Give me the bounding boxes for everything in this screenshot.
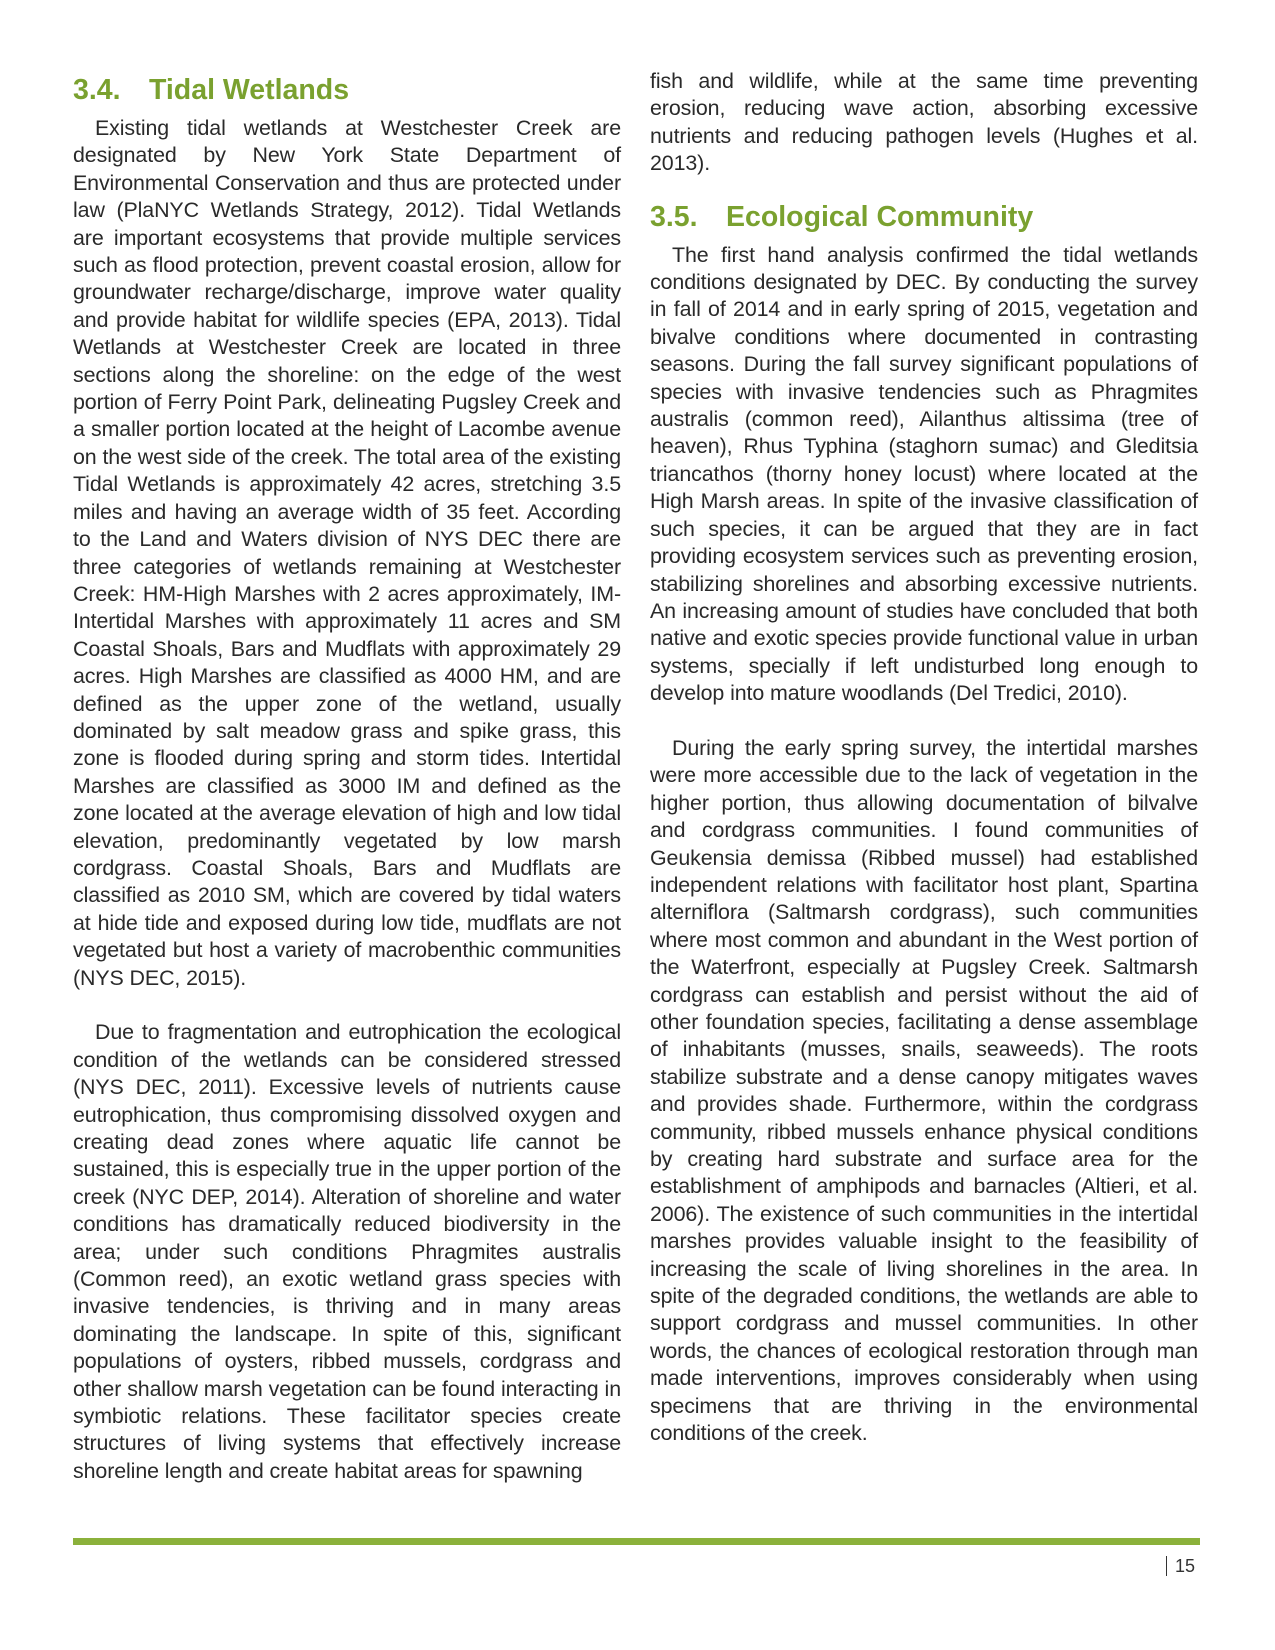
paragraph-tidal-3-continued: fish and wildlife, while at the same time preventing erosion, reducing wave action, absorbing excessive nutrients and reducing pathogen levels (Hughes et al. 2013).: [650, 69, 1198, 176]
page-number-divider: [1166, 1556, 1167, 1576]
paragraph-tidal-1: Existing tidal wetlands at Westchester Creek are designated by New York State Department of Environmental Conservation and thus are protected under law (PlaNYC Wetlands Strategy, 2012). Tidal Wetlands are important ecosystems that provide multiple services such as flood protection, prevent coastal erosion, allow for groundwater recharge/discharge, improve water quality and provide habitat for wildlife species (EPA, 2013). Tidal Wetlands at Westchester Creek are located in three sections along the shoreline: on the edge of the west portion of Ferry Point Park, delineating Pugsley Creek and a smaller portion located at the height of Lacombe avenue on the west side of the creek. The total area of the existing Tidal Wetlands is approximately 42 acres, stretching 3.5 miles and having an average width of 35 feet. According to the Land and Waters division of NYS DEC there are three categories of wetlands remaining at Westchester Creek: HM-High Marshes with 2 acres approximately, IM-Intertidal Marshes with approximately 11 acres and SM Coastal Shoals, Bars and Mudflats with approximately 29 acres. High Marshes are classified as 4000 HM, and are defined as the upper zone of the wetland, usually dominated by salt meadow grass and spike grass, this zone is flooded during spring and storm tides. Intertidal Marshes are classified as 3000 IM and defined as the zone located at the average elevation of high and low tidal elevation, predominantly vegetated by low marsh cordgrass. Coastal Shoals, Bars and Mudflats are classified as 2010 SM, which are covered by tidal waters at hide tide and exposed during low tide, mudflats are not vegetated but host a variety of macrobenthic communities (NYS DEC, 2015).: [73, 116, 621, 990]
section-heading-ecological-community: [650, 200, 1198, 234]
section-number: 3.4.: [73, 74, 121, 106]
page-number: [1166, 1555, 1195, 1577]
footer-rule: [73, 1538, 1200, 1545]
paragraph-ecological-1: The first hand analysis confirmed the tidal wetlands conditions designated by DEC. By conducting the survey in fall of 2014 and in early spring of 2015, vegetation and bivalve conditions where documented in contrasting seasons. During the fall survey significant populations of species with invasive tendencies such as Phragmites australis (common reed), Ailanthus altissima (tree of heaven), Rhus Typhina (staghorn sumac) and Gleditsia triancathos (thorny honey locust) where located at the High Marsh areas. In spite of the invasive classification of such species, it can be argued that they are in fact providing ecosystem services such as preventing erosion, stabilizing shorelines and absorbing excessive nutrients. An increasing amount of studies have concluded that both native and exotic species provide functional value in urban systems, specially if left undisturbed long enough to develop into mature woodlands (Del Tredici, 2010).: [650, 242, 1198, 706]
section-heading-tidal-wetlands: [73, 73, 621, 107]
section-title: Tidal Wetlands: [149, 74, 350, 106]
section-title: Ecological Community: [726, 200, 1034, 233]
right-column: [650, 0, 1198, 1447]
page-number-value: 15: [1175, 1556, 1196, 1576]
paragraph-tidal-2: Due to fragmentation and eutrophication the ecological condition of the wetlands can be considered stressed (NYS DEC, 2011). Excessive levels of nutrients cause eutrophication, thus compromising dissolved oxygen and creating dead zones where aquatic life cannot be sustained, this is especially true in the upper portion of the creek (NYC DEP, 2014). Alteration of shoreline and water conditions has dramatically reduced biodiversity in the area; under such conditions Phragmites australis (Common reed), an exotic wetland grass species with invasive tendencies, is thriving and in many areas dominating the landscape. In spite of this, significant populations of oysters, ribbed mussels, cordgrass and other shallow marsh vegetation can be found interacting in symbiotic relations. These facilitator species create structures of living systems that effectively increase shoreline length and create habitat areas for spawning: [73, 1020, 621, 1483]
left-column: [73, 0, 621, 1485]
section-number: 3.5.: [650, 200, 698, 233]
paragraph-ecological-2: During the early spring survey, the intertidal marshes were more accessible due to the lack of vegetation in the higher portion, thus allowing documentation of bilvalve and cordgrass communities. I found communities of Geukensia demissa (Ribbed mussel) had established independent relations with facilitator host plant, Spartina alterniflora (Saltmarsh cordgrass), such communities where most common and abundant in the West portion of the Waterfront, especially at Pugsley Creek. Saltmarsh cordgrass can establish and persist without the aid of other foundation species, facilitating a dense assemblage of inhabitants (musses, snails, seaweeds). The roots stabilize substrate and a dense canopy mitigates waves and provides shade. Furthermore, within the cordgrass community, ribbed mussels enhance physical conditions by creating hard substrate and surface area for the establishment of amphipods and barnacles (Altieri, et al. 2006). The existence of such communities in the intertidal marshes provides valuable insight to the feasibility of increasing the scale of living shorelines in the area. In spite of the degraded conditions, the wetlands are able to support cordgrass and mussel communities. In other words, the chances of ecological restoration through man made interventions, improves considerably when using specimens that are thriving in the environmental conditions of the creek.: [650, 735, 1198, 1446]
